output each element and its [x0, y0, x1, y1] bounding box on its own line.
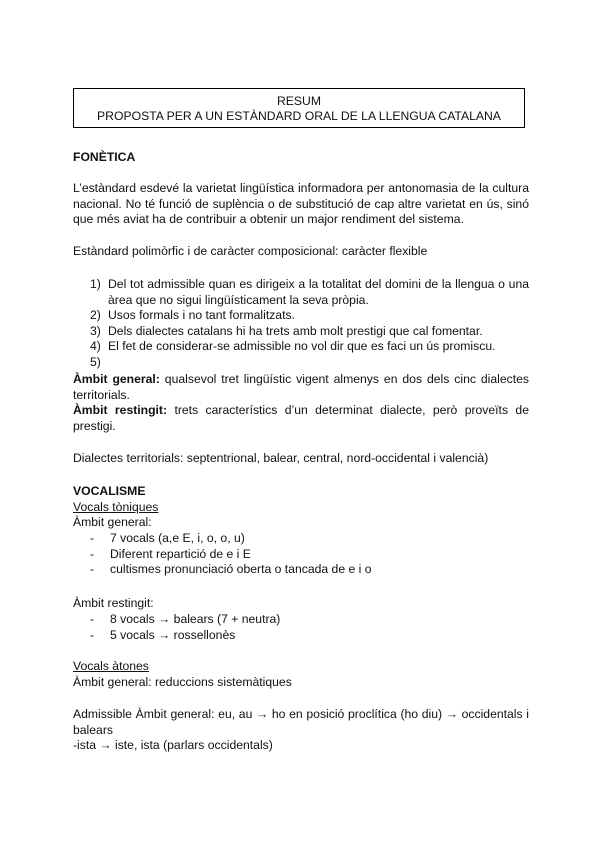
- dash-bullet: -: [90, 627, 95, 642]
- dialectes-paragraph: Dialectes territorials: septentrional, balear, central, nord-occidental i valencià): [73, 451, 489, 465]
- list-item-number: 3): [90, 323, 101, 338]
- ambit-general-paragraph: [73, 372, 529, 403]
- list-item-text: 7 vocals (a,e E, i, o, o, u): [110, 531, 245, 545]
- list-item-text: 8 vocals → balears (7 + neutra): [110, 612, 281, 626]
- atones-ambit-general: Àmbit general: reduccions sistemàtiques: [73, 675, 292, 689]
- list-item: [73, 308, 529, 324]
- fonetica-numbered-list: [73, 277, 529, 371]
- list-item-number: 5): [90, 354, 101, 369]
- vocalisme-heading: VOCALISME: [73, 484, 146, 498]
- list-item: [73, 547, 529, 563]
- list-item: [73, 562, 529, 578]
- list-item-text: El fet de considerar-se admissible no vol dir que es faci un ús promiscu.: [108, 339, 496, 354]
- list-item: [73, 277, 529, 308]
- toniques-restingit-list: [73, 612, 529, 643]
- list-item-text: Dels dialectes catalans hi ha trets amb molt prestigi que cal fomentar.: [108, 323, 483, 338]
- title-box: [73, 88, 525, 128]
- title-line-2: PROPOSTA PER A UN ESTÀNDARD ORAL DE LA LLENGUA CATALANA: [97, 109, 501, 123]
- list-item-text: Del tot admissible quan es dirigeix a la totalitat del domini de la llengua o una àrea que no sigui lingüísticament la seva pròpia.: [108, 277, 529, 307]
- list-item-text: Usos formals i no tant formalitzats.: [108, 308, 295, 323]
- list-item: [73, 324, 529, 340]
- vocals-toniques-subheading: Vocals tòniques: [73, 500, 159, 514]
- polimorfic-paragraph: Estàndard polimòrfic i de caràcter composicional: caràcter flexible: [73, 244, 428, 258]
- list-item-text: [108, 355, 111, 369]
- toniques-general-list: [73, 531, 529, 578]
- list-item-number: 4): [90, 339, 101, 354]
- admissible-paragraph: Admissible Àmbit general: eu, au → ho en posició proclítica (ho diu) → occidentals i balears: [73, 707, 529, 737]
- list-item: [73, 355, 529, 371]
- list-item: [73, 612, 529, 628]
- list-item: [73, 628, 529, 644]
- ista-paragraph: -ista → iste, ista (parlars occidentals): [73, 738, 273, 752]
- dash-bullet: -: [90, 612, 95, 626]
- list-item-text: cultismes pronunciació oberta o tancada de e i o: [110, 562, 372, 577]
- vocals-atones-subheading: Vocals àtones: [73, 659, 149, 673]
- dash-bullet: -: [90, 546, 95, 561]
- toniques-ambit-general: Àmbit general:: [73, 515, 152, 529]
- ambit-restingit-text: trets característics d’un determinat dialecte, però proveïts de prestigi.: [73, 403, 529, 433]
- toniques-ambit-restingit: Àmbit restingit:: [73, 596, 154, 610]
- list-item: [73, 531, 529, 547]
- dash-bullet: -: [90, 531, 95, 545]
- dash-bullet: -: [90, 562, 95, 577]
- ambit-general-text: qualsevol tret lingüístic vigent almenys en dos dels cinc dialectes territorials.: [73, 372, 529, 402]
- ambit-general-label: Àmbit general:: [73, 372, 160, 386]
- list-item-number: 1): [90, 277, 101, 291]
- ambit-restingit-paragraph: [73, 403, 529, 434]
- list-item-text: Diferent repartició de e i E: [110, 546, 251, 561]
- fonetica-heading: FONÈTICA: [73, 150, 136, 164]
- title-line-1: RESUM: [276, 94, 321, 108]
- fonetica-intro-paragraph: L’estàndard esdevé la varietat lingüística informadora per antonomasia de la cultura nacional. No té funció de suplència o de substitució de cap altre varietat en ús, sinó que més aviat ha de contribuir a obtenir un major rendiment del sistema.: [73, 181, 529, 227]
- list-item-number: 2): [90, 308, 101, 323]
- ambit-restingit-label: Àmbit restingit:: [73, 403, 168, 417]
- list-item-text: 5 vocals → rossellonès: [110, 627, 236, 642]
- list-item: [73, 339, 529, 355]
